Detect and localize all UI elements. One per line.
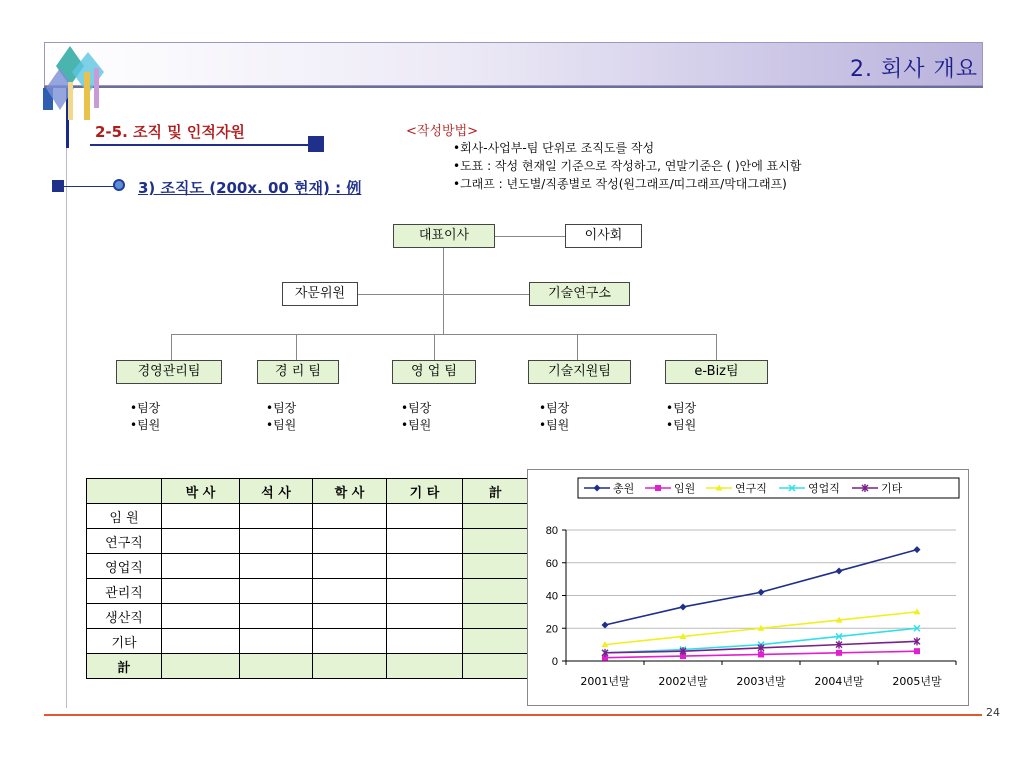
data-point xyxy=(758,589,765,596)
section-underline xyxy=(90,144,308,146)
team-note: •팀장 •팀원 xyxy=(539,401,570,432)
connector-team-3 xyxy=(434,334,435,360)
method-line: •그래프 : 년도별/직종별로 작성(원그래프/띠그래프/막대그래프) xyxy=(453,177,787,191)
table-row xyxy=(87,604,529,629)
connector-ceo-down xyxy=(443,248,444,334)
table-header: 학 사 xyxy=(313,479,387,504)
row-label: 計 xyxy=(87,654,162,679)
connector-advisory-lab xyxy=(357,294,530,295)
data-point xyxy=(655,485,661,491)
section-title: 2-5. 조직 및 인적자원 xyxy=(95,123,245,141)
connector-ceo-board xyxy=(494,236,566,237)
row-label: 관리직 xyxy=(87,579,162,604)
legend-label: 연구직 xyxy=(735,482,767,495)
x-tick-label: 2002년말 xyxy=(658,675,708,688)
page-title: 2. 회사 개요 xyxy=(850,57,978,82)
data-point xyxy=(836,650,842,656)
subsection-square xyxy=(52,180,64,192)
chart-axes xyxy=(546,525,956,688)
table-header: 석 사 xyxy=(240,479,313,504)
x-tick-label: 2001년말 xyxy=(580,675,630,688)
y-tick-label: 40 xyxy=(545,590,558,603)
line-chart xyxy=(528,470,968,705)
method-line: •회사-사업부-팀 단위로 조직도를 작성 xyxy=(453,141,655,155)
table-header: 기 타 xyxy=(387,479,463,504)
series-line xyxy=(605,550,917,625)
connector-team-1 xyxy=(171,334,172,360)
legend-label: 총원 xyxy=(613,482,635,495)
org-box-team: 경영관리팀 xyxy=(116,360,222,384)
org-box-board: 이사회 xyxy=(565,224,642,248)
row-label: 임 원 xyxy=(87,504,162,529)
org-box-lab: 기술연구소 xyxy=(529,282,630,306)
table-total-row xyxy=(87,654,529,679)
chart-series xyxy=(602,546,921,661)
org-box-team: e-Biz팀 xyxy=(665,360,768,384)
team-note: •팀장 •팀원 xyxy=(266,401,297,432)
org-box-team: 기술지원팀 xyxy=(528,360,631,384)
connector-team-4 xyxy=(577,334,578,360)
data-point xyxy=(758,651,764,657)
x-tick-label: 2004년말 xyxy=(814,675,864,688)
chart-panel xyxy=(527,469,969,706)
y-tick-label: 80 xyxy=(545,525,558,537)
row-label: 생산직 xyxy=(87,604,162,629)
data-point xyxy=(836,567,843,574)
team-note: •팀장 •팀원 xyxy=(401,401,432,432)
chart-legend xyxy=(578,478,959,498)
data-point xyxy=(602,621,609,628)
row-label: 기타 xyxy=(87,629,162,654)
team-note: •팀장 •팀원 xyxy=(130,401,161,432)
footer-line xyxy=(44,714,982,716)
table-corner-cell xyxy=(87,479,162,504)
org-box-ceo: 대표이사 xyxy=(393,224,495,248)
y-tick-label: 0 xyxy=(551,656,558,668)
connector-team-2 xyxy=(296,334,297,360)
row-label: 영업직 xyxy=(87,554,162,579)
x-tick-label: 2005년말 xyxy=(892,675,942,688)
team-note: •팀장 •팀원 xyxy=(666,401,697,432)
table-header: 計 xyxy=(463,479,529,504)
data-point xyxy=(680,603,687,610)
decor-left-line xyxy=(66,148,67,708)
x-tick-label: 2003년말 xyxy=(736,675,786,688)
subsection-line xyxy=(64,186,116,187)
legend-label: 임원 xyxy=(674,482,696,495)
method-title: <작성방법> xyxy=(406,124,479,139)
table-row xyxy=(87,554,529,579)
company-logo xyxy=(40,38,130,128)
data-point xyxy=(914,648,920,654)
legend-label: 기타 xyxy=(881,482,903,495)
subsection-bullet-icon xyxy=(113,179,125,191)
header-underline xyxy=(44,86,983,88)
subsection-title: 3) 조직도 (200x. 00 현재) : 例 xyxy=(138,179,362,197)
table-row xyxy=(87,504,529,529)
org-box-team: 경 리 팀 xyxy=(257,360,339,384)
method-line: •도표 : 작성 현재일 기준으로 작성하고, 연말기준은 ( )안에 표시함 xyxy=(453,159,802,173)
table-header: 박 사 xyxy=(162,479,240,504)
row-label: 연구직 xyxy=(87,529,162,554)
y-tick-label: 60 xyxy=(545,557,558,570)
legend-label: 영업직 xyxy=(808,482,840,495)
connector-team-5 xyxy=(716,334,717,360)
org-box-team: 영 업 팀 xyxy=(392,360,476,384)
header-bar xyxy=(44,42,983,86)
org-box-advisory: 자문위원 xyxy=(282,282,358,306)
y-tick-label: 20 xyxy=(545,623,558,636)
page-number: 24 xyxy=(986,706,1000,719)
connector-teams-horizontal xyxy=(171,334,717,335)
table-row xyxy=(87,579,529,604)
table-row xyxy=(87,529,529,554)
table-row xyxy=(87,629,529,654)
section-square xyxy=(308,136,324,152)
data-point xyxy=(914,546,921,553)
staff-table xyxy=(86,478,529,679)
